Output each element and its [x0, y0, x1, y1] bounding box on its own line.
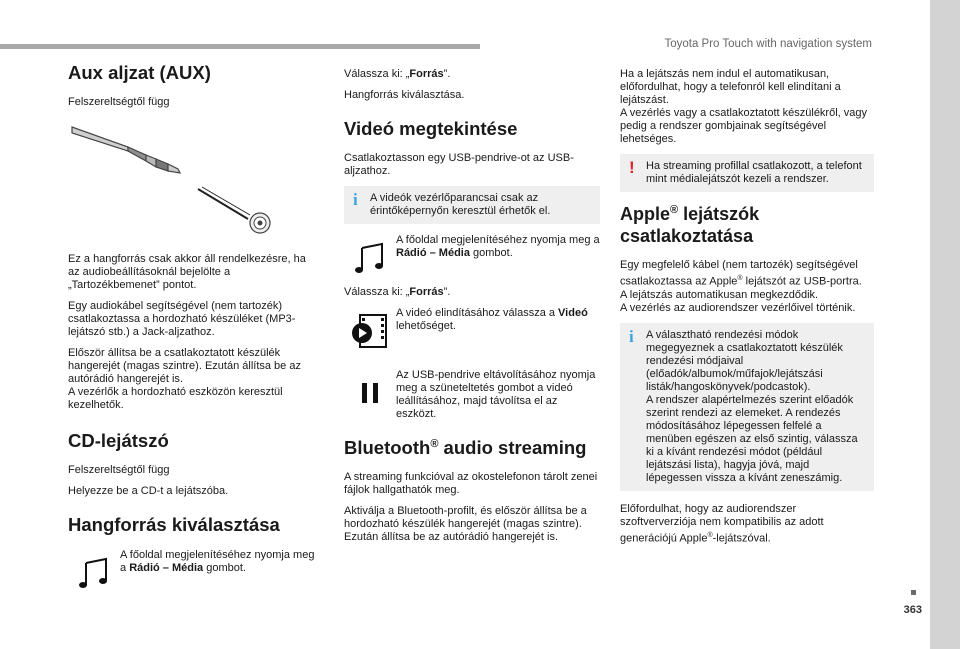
streaming-warning-text: Ha streaming profillal csatlakozott, a telefont mint médialejátszót kezeli a rendszer. [646, 160, 862, 185]
source-choose-text: Hangforrás kiválasztása. [344, 89, 465, 101]
video-pause-step [344, 369, 600, 421]
apple-info-a: A választható rendezési módok megegyeznek a csatlakoztatott készülék rendezési módjaival (előadók/albumok/műfajok/lejátszási listák/hangoskönyvek/podcastok). [646, 328, 843, 393]
pause-icon [350, 373, 390, 413]
source-home-step [68, 549, 320, 593]
video-home-text: A főoldal megjelenítéséhez nyomja meg a [396, 234, 600, 247]
page-number: 363 [903, 604, 922, 616]
apple-heading-b: lejátszók csatlakoztatása [620, 204, 760, 246]
apple-compat-text [620, 503, 874, 546]
bluetooth-text-1: A streaming funkcióval az okostelefonon tárolt zenei fájlok hallgathatók meg. [344, 471, 598, 497]
aux-text-3 [68, 347, 320, 412]
streaming-warning-note [620, 154, 874, 192]
select-suffix: ”. [443, 286, 451, 299]
apple-text-1c: A lejátszás automatikusan megkezdődik. [620, 288, 819, 301]
apple-compat-a: Előfordulhat, hogy az audiorendszer szoftververziója nem kompatibilis az adott generációjú Apple [620, 502, 824, 545]
apple-compat-sup: ® [707, 531, 713, 539]
video-start-text-end: lehetőséget. [396, 320, 456, 333]
select-source-label: Forrás [409, 286, 444, 299]
video-heading: Videó megtekintése [344, 118, 518, 139]
info-icon: i [629, 326, 634, 346]
bt-heading-a: Bluetooth [344, 437, 431, 459]
apple-text-1a: Egy megfelelő kábel (nem tartozék) segítségével csatlakoztassa az Apple [620, 259, 858, 288]
bluetooth-heading [344, 437, 600, 459]
header-rule [0, 44, 480, 49]
select-suffix: ”. [443, 68, 451, 80]
select-source-label: Forrás [409, 68, 444, 80]
video-option-label: Videó [558, 307, 588, 320]
apple-heading-a: Apple [620, 204, 671, 224]
video-connect-text: Csatlakoztasson egy USB-pendrive-ot az USB-aljzathoz. [344, 152, 574, 178]
apple-text-1 [620, 259, 874, 315]
video-home-button-name: Rádió – Média [396, 247, 470, 260]
bt-text-2a: Aktiválja a Bluetooth-profilt, és először állítsa be a hordozható készülék hangerejét (magas szintre). [344, 505, 587, 531]
video-info-note [344, 186, 600, 224]
source-select-text [344, 68, 600, 81]
apple-info-text [646, 329, 866, 485]
playback-text-a: Ha a lejátszás nem indul el automatikusan, előfordulhat, hogy a telefonról kell elindítani a lejátszást. [620, 68, 841, 106]
bt-heading-b: audio streaming [438, 437, 587, 459]
video-start-text: A videó elindításához válassza a [396, 307, 559, 320]
source-home-text-end: gombot. [203, 561, 246, 574]
page-header-title: Toyota Pro Touch with navigation system [664, 38, 872, 50]
warning-icon: ! [629, 158, 635, 177]
bt-text-2b: Ezután állítsa be az autórádió hangerejét is. [344, 531, 559, 544]
continue-marker [911, 590, 916, 595]
cd-heading: CD-lejátszó [68, 430, 169, 452]
aux-text-1: Ez a hangforrás csak akkor áll rendelkezésre, ha az audiobeállításoknál bejelölte a „Tartozékbemenet” pontot. [68, 253, 306, 292]
apple-text-1b: lejátszót az USB-portra. [742, 275, 862, 288]
info-icon: i [353, 190, 358, 210]
apple-compat-b: -lejátszóval. [712, 532, 771, 545]
column-middle [344, 62, 600, 552]
cd-availability: Felszereltségtől függ [68, 464, 170, 477]
video-home-step [344, 234, 600, 278]
apple-info-note [620, 323, 874, 491]
playback-text-b: A vezérlés vagy a csatlakoztatott készülékről, vagy pedig a rendszer gombjainak segítségével lehetséges. [620, 107, 868, 145]
apple-heading [620, 204, 874, 247]
playback-text [620, 68, 874, 146]
music-note-icon [74, 553, 114, 593]
apple-text-sup: ® [737, 275, 743, 283]
video-info-text: A videók vezérlőparancsai csak az érintőképernyőn keresztül érhetők el. [370, 192, 551, 218]
select-prefix: Válassza ki: „ [344, 68, 410, 80]
bluetooth-text-2 [344, 505, 600, 544]
aux-text-3b: A vezérlők a hordozható eszközön keresztül kezelhetők. [68, 386, 283, 412]
source-home-button-name: Rádió – Média [129, 561, 204, 574]
source-home-text: A főoldal megjelenítéséhez nyomja meg a [120, 548, 315, 574]
apple-heading-sup: ® [670, 204, 679, 216]
bt-heading-sup: ® [430, 438, 439, 451]
video-home-text-end: gombot. [469, 247, 513, 260]
apple-text-1d: A vezérlés az audiorendszer vezérlőivel történik. [620, 301, 856, 314]
aux-availability: Felszereltségtől függ [68, 96, 170, 109]
apple-info-b: A rendszer alapértelmezés szerint előadók szerint rendezi az elemeket. A rendezés módosításához lépegessen felfelé a menüben egészen az első szintig, válassza ki a kívánt rendezési módot (például lejátszási lista), hagyja jóvá, majd lépegessen vissza a kívánt zeneszámig. [646, 393, 858, 484]
video-select-text [344, 286, 600, 299]
aux-text-3a: Először állítsa be a csatlakoztatott készülék hangerejét (magas szintre). Ezután állítsa be az autórádió hangerejét is. [68, 347, 301, 386]
video-pause-text: Az USB-pendrive eltávolításához nyomja meg a szüneteltetés gombot a videó leállításához, majd távolítsa el az eszközt. [396, 369, 596, 421]
aux-text-2: Egy audiokábel segítségével (nem tartozék) csatlakoztassa a hordozható készüléket (MP3-lejátszó stb.) a Jack-aljzathoz. [68, 300, 296, 339]
column-right [620, 62, 874, 554]
source-heading: Hangforrás kiválasztása [68, 514, 280, 536]
aux-jack-illustration [68, 117, 278, 247]
music-note-icon [350, 238, 390, 278]
select-prefix: Válassza ki: „ [344, 286, 410, 299]
column-left [68, 62, 320, 601]
video-play-icon [350, 311, 390, 351]
video-start-step [344, 307, 600, 361]
aux-heading: Aux aljzat (AUX) [68, 62, 211, 83]
side-tab-bar [930, 0, 960, 649]
cd-insert-text: Helyezze be a CD-t a lejátszóba. [68, 485, 229, 498]
